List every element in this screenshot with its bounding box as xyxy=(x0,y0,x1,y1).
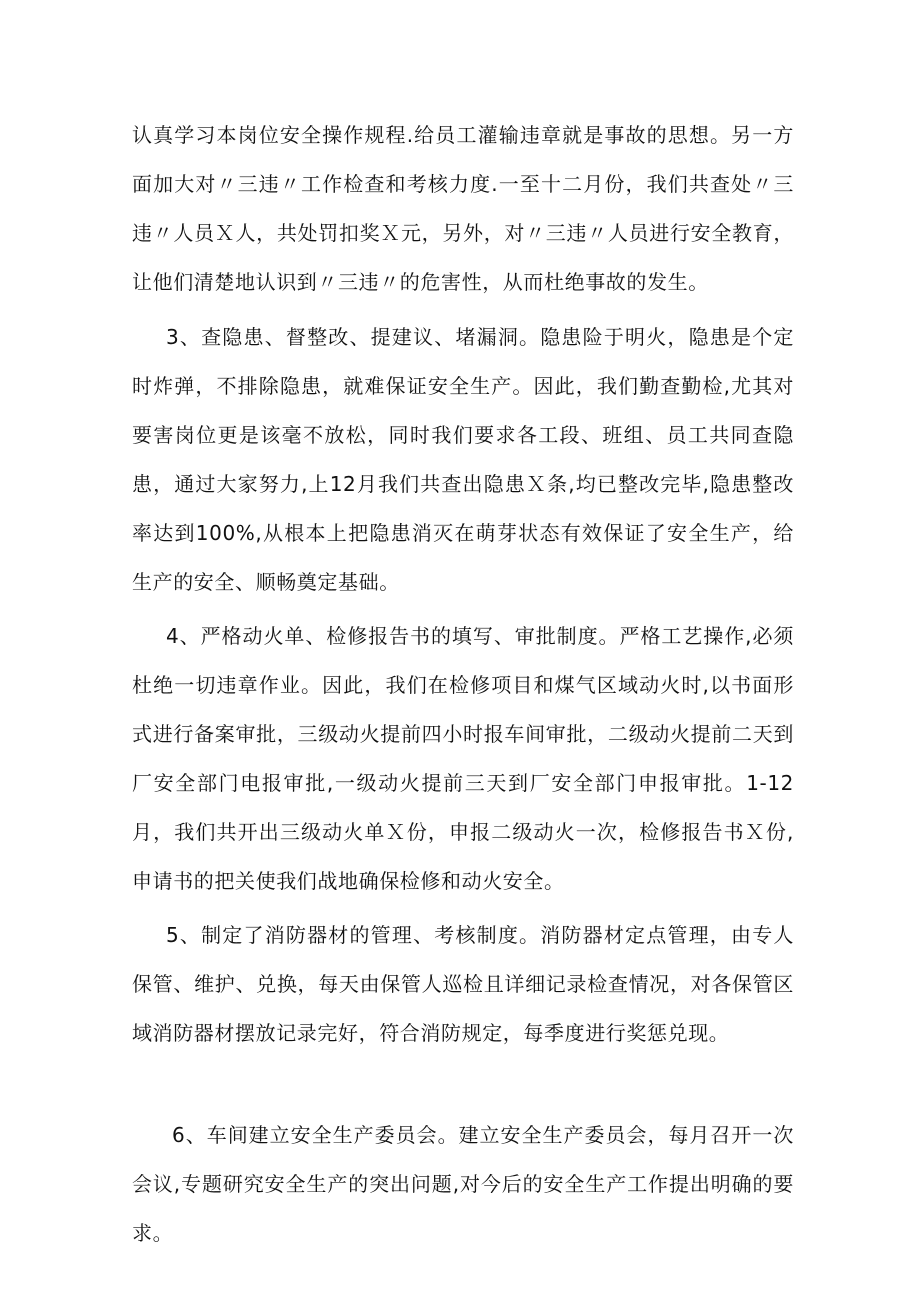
paragraph-item-6: 6、车间建立安全生产委员会。建立安全生产委员会，每月召开一次会议,专题研究安全生产的突出问题,对今后的安全生产工作提出明确的要求。 xyxy=(132,1123,794,1245)
paragraph-item-3: 3、查隐患、督整改、提建议、堵漏洞。隐患险于明火，隐患是个定时炸弹，不排除隐患，就难保证安全生产。因此，我们勤查勤检,尤其对要害岗位更是该毫不放松，同时我们要求各工段、班组、员工共同查隐患，通过大家努力,上12月我们共查出隐患Ｘ条,均已整改完毕,隐患整改率达到100%,从根本上把隐患消灭在萌芽状态有效保证了安全生产，给生产的安全、顺畅奠定基础。 xyxy=(132,325,794,594)
paragraph-item-4: 4、严格动火单、检修报告书的填写、审批制度。严格工艺操作,必须杜绝一切违章作业。因此，我们在检修项目和煤气区域动火时,以书面形式进行备案审批，三级动火提前四小时报车间审批，二级动火提前二天到厂安全部门电报审批,一级动火提前三天到厂安全部门申报审批。1-12月，我们共开出三级动火单Ｘ份，申报二级动火一次，检修报告书Ｘ份,申请书的把关使我们战地确保检修和动火安全。 xyxy=(132,624,794,893)
paragraph-continuation: 认真学习本岗位安全操作规程.给员工灌输违章就是事故的思想。另一方面加大对〃三违〃工作检查和考核力度.一至十二月份，我们共查处〃三违〃人员Ｘ人，共处罚扣奖Ｘ元，另外，对〃三违〃人员进行安全教育，让他们清楚地认识到〃三违〃的危害性，从而杜绝事故的发生。 xyxy=(132,123,794,294)
paragraph-item-5: 5、制定了消防器材的管理、考核制度。消防器材定点管理，由专人保管、维护、兑换，每天由保管人巡检且详细记录检查情况，对各保管区域消防器材摆放记录完好，符合消防规定，每季度进行奖惩兑现。 xyxy=(132,923,794,1045)
